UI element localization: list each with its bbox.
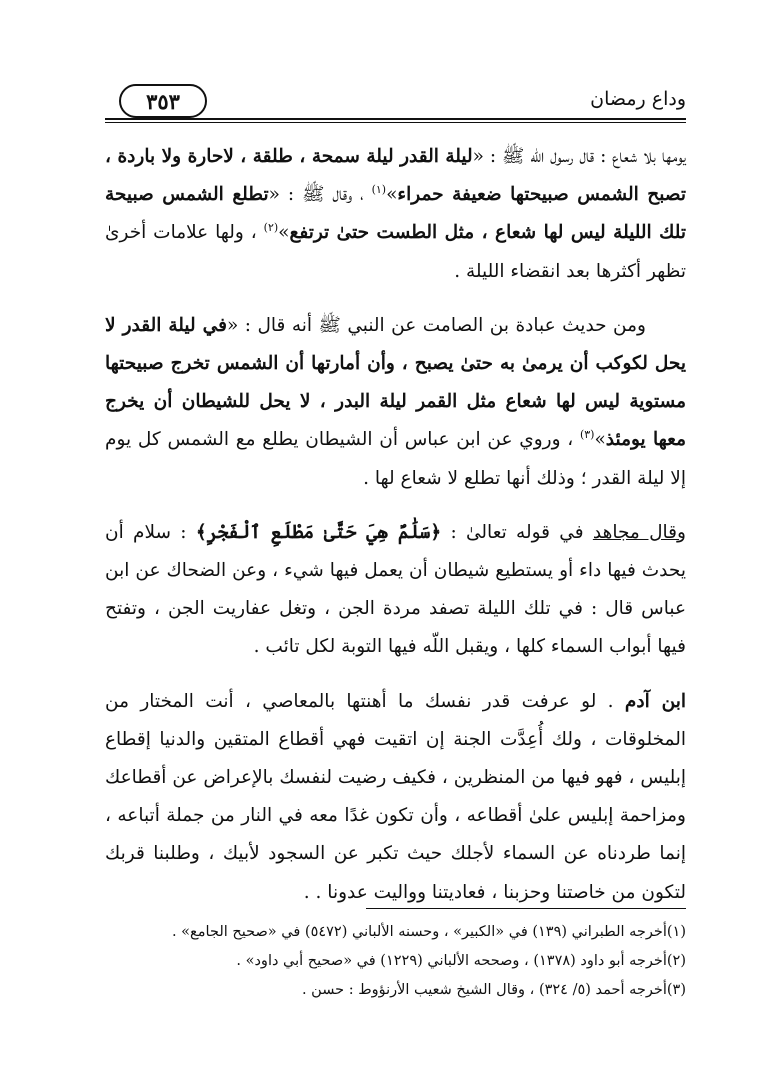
main-text <box>105 138 686 928</box>
text-span: » <box>278 222 290 244</box>
hadith-quote: في ليلة القدر لا يحل لكوكب أن يرمىٰ به حتىٰ يصبح ، وأن أمارتها أن الشمس تخرج صبيحتها مستوية ليس لها شعاع مثل القمر ليلة البدر ، لا يحل للشيطان أن يخرج معها يومئذ <box>105 314 686 451</box>
header-rule-thick <box>105 118 686 120</box>
page-number: ٣٥٣ <box>146 88 180 114</box>
footnote-ref: (١) <box>371 183 387 197</box>
running-title: وداع رمضان <box>590 88 686 110</box>
text-span: » <box>386 184 398 206</box>
footnote-separator <box>366 908 686 909</box>
footnotes <box>105 918 686 1005</box>
hadith-quote: تطلع الشمس صبيحة تلك الليلة ليس لها شعاع ، مثل الطست حتىٰ ترتفع <box>105 184 687 244</box>
paragraph-3 <box>105 514 686 667</box>
address-heading: ابن آدم <box>624 690 686 712</box>
quran-verse: ﴿سَلَٰمٌ هِيَ حَتَّىٰ مَطْلَعِ ٱلْفَجْرِ﴾ <box>195 521 442 543</box>
hadith-quote: ليلة القدر ليلة سمحة ، طلقة ، لاحارة ولا باردة ، تصبح الشمس صبيحتها ضعيفة حمراء <box>105 146 686 206</box>
footnote-3: (٣)أخرجه أحمد (٥/ ٣٢٤) ، وقال الشيخ شعيب الأرنؤوط : حسن . <box>301 982 686 998</box>
footnote-ref: (٢) <box>263 221 279 235</box>
paragraph-4 <box>105 683 686 912</box>
text-span: ومن حديث عبادة بن الصامت عن النبي ﷺ أنه قال : « <box>226 314 646 336</box>
header-rule-thin <box>105 122 686 123</box>
paragraph-2 <box>105 307 686 498</box>
underlined-name: وقال مجاهد <box>592 521 686 543</box>
text-span: ، ولها علامات أخرىٰ تظهر أكثرها بعد انقضاء الليلة . <box>105 222 686 282</box>
text-span: : سلام أن يحدث فيها داء أو يستطيع شيطان أن يعمل فيها شيء ، وعن الضحاك عن ابن عباس قال : في تلك الليلة تصفد مردة الجن ، وتغل عفاريت الجن ، وتفتح فيها أبواب السماء كلها ، ويقبل اللّه فيها التوبة لكل تائب . <box>105 521 686 658</box>
page-number-badge <box>119 84 207 118</box>
text-span: . لو عرفت قدر نفسك ما أهنتها بالمعاصي ، أنت المختار من المخلوقات ، ولك أُعِدَّت الجنة إن اتقيت فهي أقطاع المتقين والدنيا إقطاع إبليس ، فهو فيها من المنظرين ، فكيف رضيت لنفسك بالإعراض عن أقطاعك ومزاحمة إبليس علىٰ أقطاعه ، وأن تكون غدًا معه في النار من جملة أتباعه ، إنما طردناه عن السماء لأجلك حيث تكبر عن السجود لأبيك ، وطلبنا قربك لتكون من خاصتنا وحزبنا ، فعاديتنا وواليت عدونا . . <box>105 690 686 903</box>
footnote-2: (٢)أخرجه أبو داود (١٣٧٨) ، وصححه الألباني (١٢٢٩) في «صحيح أبي داود» . <box>236 953 686 969</box>
paragraph-1 <box>105 138 686 291</box>
footnote-1: (١)أخرجه الطبراني (١٣٩) في «الكبير» ، وحسنه الألباني (٥٤٧٢) في «صحيح الجامع» . <box>171 924 686 940</box>
page-header <box>105 72 686 122</box>
text-span: ، وقال ﷺ : « <box>268 184 372 206</box>
text-span: » <box>594 429 606 451</box>
text-span: يومها بلا شعاع : قال رسول اللّه ﷺ : « <box>472 146 686 167</box>
text-span: في قوله تعالىٰ : <box>441 521 593 543</box>
text-span: ، وروي عن ابن عباس أن الشيطان يطلع مع الشمس كل يوم إلا ليلة القدر ؛ وذلك أنها تطلع لا شعاع لها . <box>105 429 686 489</box>
footnote-ref: (٣) <box>579 428 595 442</box>
